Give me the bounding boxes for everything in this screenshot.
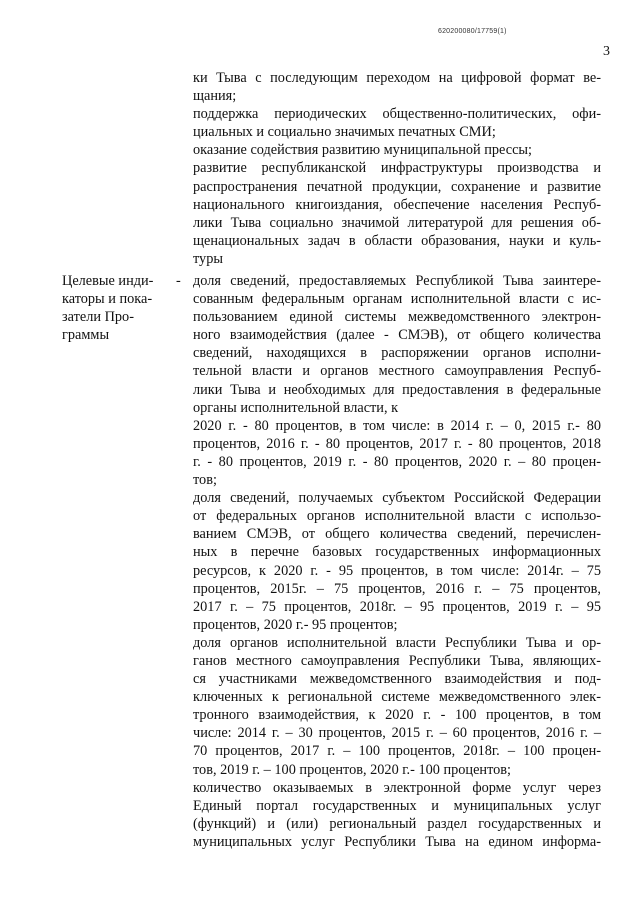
text-line: ванием СМЭВ, от общего количества сведений, перечислен- bbox=[193, 526, 601, 543]
text-line: от федеральных органов исполнительной власти с использо- bbox=[193, 508, 601, 525]
text-line: г. - 80 процентов, 2019 г. - 80 процентов, 2020 г. – 80 процен- bbox=[193, 453, 601, 470]
text-line: ганов местного самоуправления Республики Тыва, являющих- bbox=[193, 652, 601, 669]
text-line: ных в перечне базовых государственных информационных bbox=[193, 544, 601, 561]
text-line: муниципальных услуг Республики Тыва на едином информа- bbox=[193, 833, 601, 850]
text-line: ся участниками межведомственного взаимодействия и под- bbox=[193, 671, 601, 688]
text-line: тов; bbox=[193, 472, 217, 489]
indicators-text-block bbox=[193, 272, 601, 851]
text-line: циальных и социально значимых печатных СМИ; bbox=[193, 124, 496, 141]
page-number: 3 bbox=[603, 44, 610, 59]
text-line: поддержка периодических общественно-политических, офи- bbox=[193, 106, 601, 123]
section-label bbox=[62, 272, 180, 344]
text-line: сведений, находящихся в распоряжении органов исполни- bbox=[193, 345, 601, 362]
text-line: распространения печатной продукции, сохранение и развитие bbox=[193, 178, 601, 195]
text-line: числе: 2014 г. – 30 процентов, 2015 г. – 60 процентов, 2016 г. – bbox=[193, 725, 601, 742]
text-line: сованным федеральным органам исполнительной власти с ис- bbox=[193, 291, 601, 308]
text-line: ного взаимодействия (далее - СМЭВ), от общего количества bbox=[193, 327, 601, 344]
text-line: количество оказываемых в электронной форме услуг через bbox=[193, 779, 601, 796]
text-line: процентов, 2015г. – 75 процентов, 2016 г. – 75 процентов, bbox=[193, 580, 601, 597]
intro-text-block bbox=[193, 69, 601, 268]
label-dash: - bbox=[176, 273, 181, 289]
text-line: ключенных к региональной системе межведомственного элек- bbox=[193, 689, 601, 706]
text-line: процентов, 2020 г.- 95 процентов; bbox=[193, 616, 398, 633]
text-line: национального книгоиздания, обеспечение населения Респуб- bbox=[193, 196, 601, 213]
label-line: Целевые инди- bbox=[62, 273, 154, 289]
text-line: Единый портал государственных и муниципальных услуг bbox=[193, 797, 601, 814]
text-line: ки Тыва с последующим переходом на цифровой формат ве- bbox=[193, 70, 601, 86]
text-line: лики Тыва социально значимой литературой для решения об- bbox=[193, 214, 601, 231]
text-line: тов, 2019 г. – 100 процентов, 2020 г.- 100 процентов; bbox=[193, 761, 511, 778]
text-line: оказание содействия развитию муниципальной прессы; bbox=[193, 142, 533, 159]
text-line: 70 процентов, 2017 г. – 100 процентов, 2018г. – 100 процен- bbox=[193, 743, 601, 760]
text-line: 2020 г. - 80 процентов, в том числе: в 2014 г. – 0, 2015 г.- 80 bbox=[193, 417, 601, 434]
text-line: ресурсов, к 2020 г. - 95 процентов, в том числе: 2014г. – 75 bbox=[193, 562, 601, 579]
label-line: затели Про- bbox=[62, 309, 134, 326]
text-line: развитие республиканской инфраструктуры производства и bbox=[193, 160, 601, 177]
text-line: доля сведений, предоставляемых Республикой Тыва заинтере- bbox=[193, 273, 601, 289]
text-line: процентов, 2016 г. - 80 процентов, 2017 г. - 80 процентов, 2018 bbox=[193, 435, 601, 452]
label-line: граммы bbox=[62, 327, 110, 344]
text-line: пользованием единой системы межведомственного электрон- bbox=[193, 309, 601, 326]
text-line: щания; bbox=[193, 88, 237, 105]
label-line: каторы и пока- bbox=[62, 291, 153, 308]
text-line: тронного взаимодействия, к 2020 г. - 100 процентов, в том bbox=[193, 707, 601, 724]
text-line: доля органов исполнительной власти Республики Тыва и ор- bbox=[193, 634, 601, 651]
text-line: органы исполнительной власти, к bbox=[193, 399, 399, 416]
text-line: щенациональных задач в области образования, науки и куль- bbox=[193, 232, 601, 249]
text-line: 2017 г. – 75 процентов, 2018г. – 95 процентов, 2019 г. – 95 bbox=[193, 598, 601, 615]
text-line: туры bbox=[193, 250, 223, 267]
document-id: 620200080/17759(1) bbox=[438, 28, 507, 35]
text-line: (функций) и (или) региональный раздел государственных и bbox=[193, 815, 601, 832]
text-line: лики Тыва и необходимых для предоставления в федеральные bbox=[193, 381, 601, 398]
text-line: доля сведений, получаемых субъектом Российской Федерации bbox=[193, 490, 601, 507]
text-line: тельной власти и органов местного самоуправления Респуб- bbox=[193, 363, 601, 380]
